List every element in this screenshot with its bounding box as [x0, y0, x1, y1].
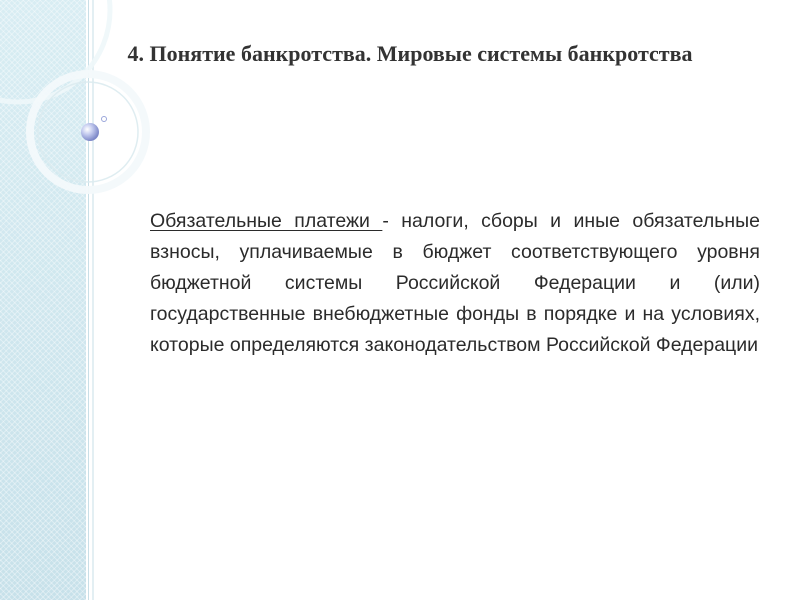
- definition-paragraph: [150, 206, 760, 361]
- slide-title: 4. Понятие банкротства. Мировые системы банкротства: [127, 41, 693, 66]
- definition-text: - налоги, сборы и иные обязательные взносы, уплачиваемые в бюджет соответствующего уровня бюджетной системы Российской Федерации и (или) государственные внебюджетные фонды в порядке и на условиях, которые определяются законодательством Российской Федерации: [150, 210, 760, 356]
- definition-term: Обязательные платежи: [150, 210, 383, 232]
